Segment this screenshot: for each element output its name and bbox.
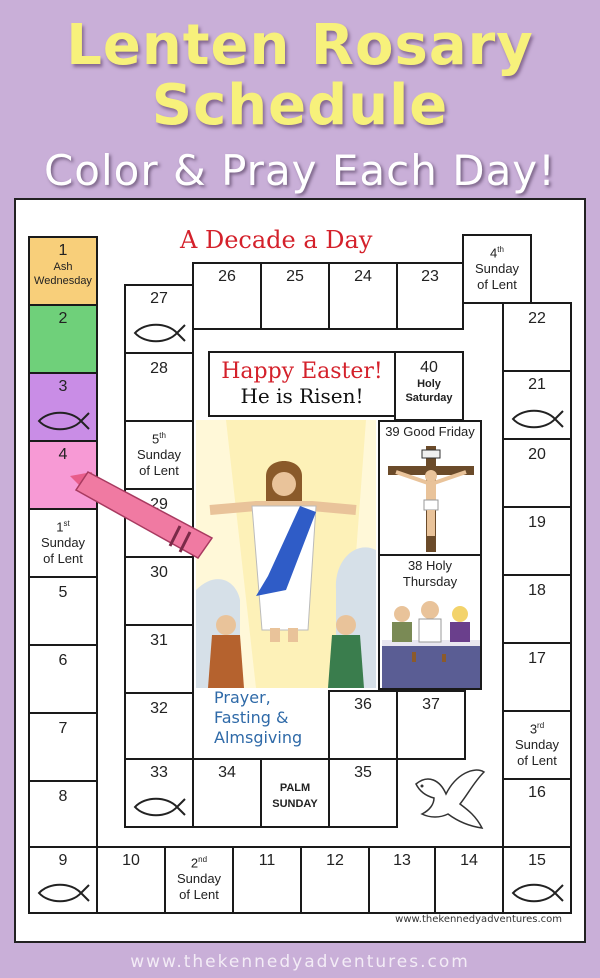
day-4-number: 4: [58, 446, 68, 463]
day-40-holy-saturday[interactable]: [394, 351, 464, 421]
holy-saturday-line1: Holy: [417, 378, 441, 390]
prayer-line-2: Fasting &: [214, 708, 289, 727]
day-31-number: 31: [150, 632, 168, 649]
day-12[interactable]: [300, 846, 370, 914]
palm-sunday-line2: SUNDAY: [272, 798, 318, 810]
day-16[interactable]: [502, 778, 572, 848]
day-13[interactable]: [368, 846, 436, 914]
day-2[interactable]: [28, 304, 98, 374]
day-34[interactable]: [192, 758, 262, 828]
sunday-5-suffix: th: [159, 431, 166, 440]
prayer-line-3: Almsgiving: [214, 728, 303, 747]
title-line-1: Lenten Rosary: [66, 13, 534, 78]
sunday-4-suffix: th: [497, 245, 504, 254]
day-22-number: 22: [528, 310, 546, 327]
day-36[interactable]: [328, 690, 398, 760]
day-30[interactable]: [124, 556, 194, 626]
sunday-1-line1: Sunday: [40, 535, 86, 551]
sunday-2-line2: of Lent: [179, 887, 219, 903]
day-28-number: 28: [150, 360, 168, 377]
sunday-1-suffix: st: [63, 519, 70, 528]
day-1[interactable]: [28, 236, 98, 306]
day-1-number: 1: [58, 242, 68, 259]
day-3-number: 3: [58, 378, 68, 395]
sunday-2-ordinal: 2: [190, 855, 199, 871]
day-11-number: 11: [258, 852, 276, 869]
sunday-3-line1: Sunday: [514, 737, 560, 753]
day-8-number: 8: [58, 788, 68, 805]
prayer-fasting-almsgiving: [214, 688, 334, 748]
day-10-number: 10: [122, 852, 140, 869]
day-37[interactable]: [396, 690, 466, 760]
day-29-number: 29: [150, 496, 168, 513]
sunday-4-line2: of Lent: [477, 277, 517, 293]
sunday-3-line2: of Lent: [517, 753, 557, 769]
day-6[interactable]: [28, 644, 98, 714]
day-22[interactable]: [502, 302, 572, 372]
day-25[interactable]: [260, 262, 330, 330]
day-10[interactable]: [96, 846, 166, 914]
day-36-number: 36: [354, 696, 372, 713]
prayer-line-1: Prayer,: [214, 688, 271, 707]
day-13-number: 13: [393, 852, 411, 869]
day-14[interactable]: [434, 846, 504, 914]
fish-icon: [131, 794, 187, 820]
risen-christ-illustration: [196, 420, 376, 688]
day-17-number: 17: [528, 650, 546, 667]
day-7-number: 7: [58, 720, 68, 737]
day-23[interactable]: [396, 262, 464, 330]
day-18-number: 18: [528, 582, 546, 599]
day-25-number: 25: [286, 268, 304, 285]
last-supper-illustration: [382, 592, 480, 688]
sunday-3-of-lent[interactable]: [502, 710, 572, 780]
day-3[interactable]: [28, 372, 98, 442]
day-31[interactable]: [124, 624, 194, 694]
day-20[interactable]: [502, 438, 572, 508]
day-9-number: 9: [58, 852, 68, 869]
sunday-4-line1: Sunday: [474, 261, 520, 277]
day-38-holy-thursday[interactable]: [378, 554, 482, 690]
title-line-2: Schedule: [151, 73, 449, 138]
website-footer: www.thekennedyadventures.com: [130, 952, 470, 972]
day-24-number: 24: [354, 268, 372, 285]
day-19[interactable]: [502, 506, 572, 576]
day-39-good-friday[interactable]: [378, 420, 482, 556]
decade-heading: A Decade a Day: [180, 226, 373, 254]
sunday-2-suffix: nd: [198, 855, 208, 864]
day-21[interactable]: [502, 370, 572, 440]
sunday-4-of-lent[interactable]: [462, 234, 532, 304]
day-26[interactable]: [192, 262, 262, 330]
he-is-risen-text: He is Risen!: [240, 384, 364, 408]
crucifix-illustration: [382, 442, 480, 554]
day-19-number: 19: [528, 514, 546, 531]
day-30-number: 30: [150, 564, 168, 581]
happy-easter-box: [208, 351, 396, 417]
title-line-3: Color & Pray Each Day!: [43, 146, 556, 195]
day-11[interactable]: [232, 846, 302, 914]
day-33-number: 33: [150, 764, 168, 781]
day-27-number: 27: [150, 290, 168, 307]
day-32-number: 32: [150, 700, 168, 717]
sunday-1-ordinal: 1: [56, 519, 64, 535]
day-34-number: 34: [218, 764, 236, 781]
day-37-number: 37: [422, 696, 440, 713]
sunday-5-line2: of Lent: [139, 463, 179, 479]
day-18[interactable]: [502, 574, 572, 644]
day-24[interactable]: [328, 262, 398, 330]
day-17[interactable]: [502, 642, 572, 712]
day-20-number: 20: [528, 446, 546, 463]
holy-thursday-label: 38 Holy: [407, 558, 453, 573]
day-5[interactable]: [28, 576, 98, 646]
fish-icon: [35, 408, 91, 434]
day-35[interactable]: [328, 758, 398, 828]
fish-icon: [131, 320, 187, 346]
day-15[interactable]: [502, 846, 572, 914]
day-40-number: 40: [420, 359, 438, 376]
palm-sunday-line1: PALM: [279, 782, 311, 794]
fish-icon: [509, 406, 565, 432]
palm-sunday[interactable]: [260, 758, 330, 828]
day-26-number: 26: [218, 268, 236, 285]
day-5-number: 5: [58, 584, 68, 601]
day-32[interactable]: [124, 692, 194, 760]
sunday-4-ordinal: 4: [490, 245, 498, 261]
day-28[interactable]: [124, 352, 194, 422]
day-6-number: 6: [58, 652, 68, 669]
sunday-3-suffix: rd: [537, 721, 545, 730]
day-21-number: 21: [528, 376, 546, 393]
day-7[interactable]: [28, 712, 98, 782]
day-15-number: 15: [528, 852, 546, 869]
sunday-5-ordinal: 5: [152, 431, 160, 447]
good-friday-label: 39 Good Friday: [385, 424, 475, 439]
fish-icon: [509, 880, 565, 906]
day-8[interactable]: [28, 780, 98, 848]
day-27[interactable]: [124, 284, 194, 354]
sunday-1-line2: of Lent: [43, 551, 83, 567]
holy-thursday-label-2: Thursday: [402, 574, 458, 589]
website-small: www.thekennedyadventures.com: [395, 914, 562, 925]
fish-icon: [35, 880, 91, 906]
day-1-label: Ash Wednesday: [34, 261, 92, 287]
day-2-number: 2: [58, 310, 68, 327]
sunday-2-of-lent[interactable]: [164, 846, 234, 914]
dove-icon: [410, 764, 490, 836]
happy-easter-text: Happy Easter!: [221, 359, 383, 384]
day-23-number: 23: [421, 268, 439, 285]
day-12-number: 12: [326, 852, 344, 869]
sunday-2-line1: Sunday: [176, 871, 222, 887]
sunday-5-line1: Sunday: [136, 447, 182, 463]
day-35-number: 35: [354, 764, 372, 781]
day-14-number: 14: [460, 852, 478, 869]
sunday-3-ordinal: 3: [529, 721, 538, 737]
day-16-number: 16: [528, 784, 546, 801]
holy-saturday-line2: Saturday: [405, 392, 453, 404]
day-9[interactable]: [28, 846, 98, 914]
day-33[interactable]: [124, 758, 194, 828]
